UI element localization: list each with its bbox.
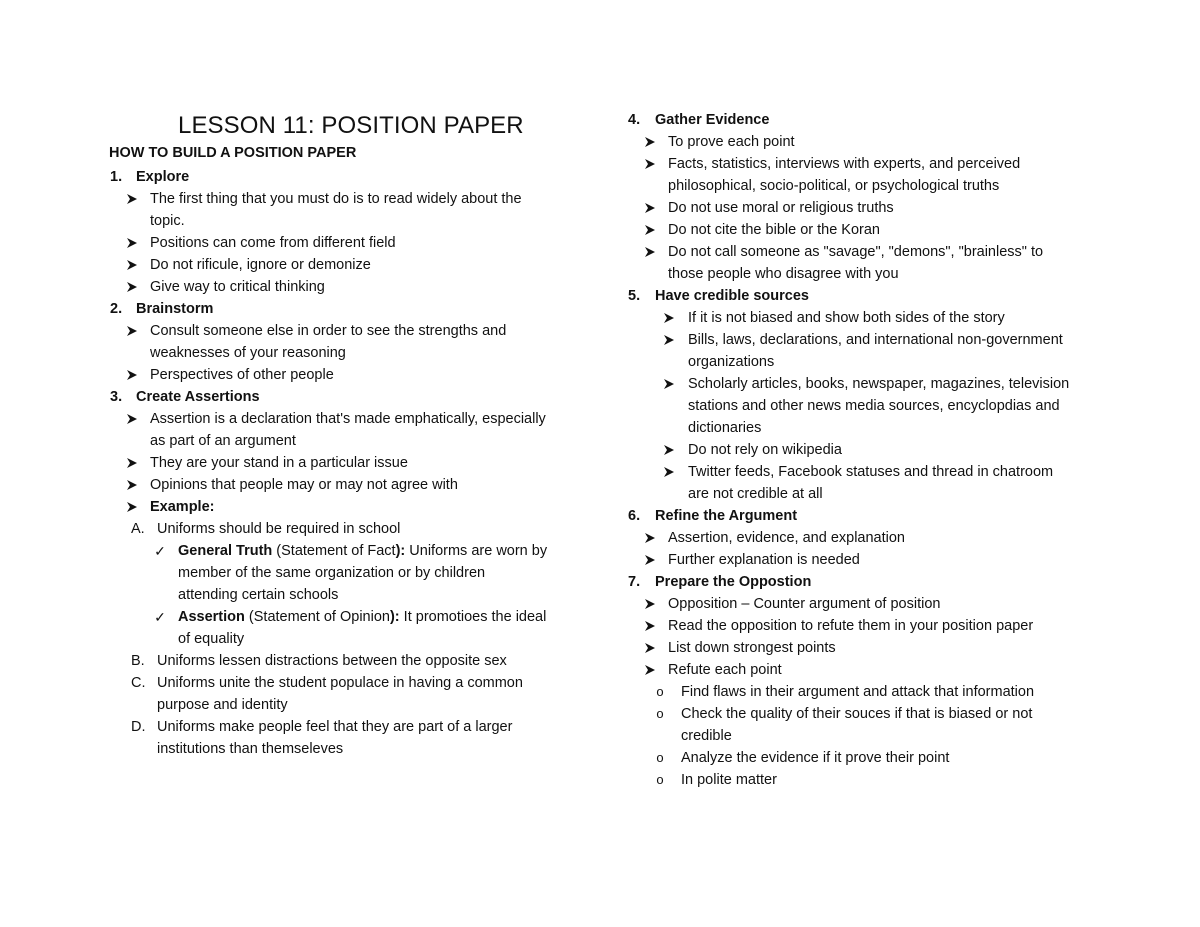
example-text: Uniforms unite the student populace in having a common xyxy=(157,675,523,691)
bullet-text: as part of an argument xyxy=(150,433,296,449)
section-number: 3. xyxy=(110,389,123,405)
page-subtitle: HOW TO BUILD A POSITION PAPER xyxy=(109,145,357,161)
section-number: 4. xyxy=(628,112,641,128)
arrowhead-bullet-icon xyxy=(126,320,142,337)
circle-bullet-icon: o xyxy=(656,706,664,721)
bullet-text: The first thing that you must do is to read widely about the xyxy=(150,191,522,207)
example-text: institutions than themseleves xyxy=(157,741,344,757)
arrowhead-bullet-icon xyxy=(663,439,679,456)
example-text: Uniforms make people feel that they are part of a larger xyxy=(157,719,513,735)
arrowhead-bullet-icon xyxy=(644,153,660,170)
example-text: purpose and identity xyxy=(157,697,288,713)
check-text: member of the same organization or by children xyxy=(178,565,486,581)
arrowhead-bullet-icon xyxy=(644,549,660,566)
bullet-text: If it is not biased and show both sides of the story xyxy=(688,310,1005,326)
arrowhead-bullet-icon xyxy=(126,364,142,381)
example-letter: C. xyxy=(131,675,146,691)
example-text: Uniforms lessen distractions between the opposite sex xyxy=(157,653,507,669)
arrowhead-bullet-icon xyxy=(663,329,679,346)
sub-bullet-text: In polite matter xyxy=(681,772,777,788)
section-heading: Prepare the Oppostion xyxy=(655,574,812,590)
example-letter: B. xyxy=(131,653,145,669)
bullet-text: Assertion, evidence, and explanation xyxy=(668,530,905,546)
arrowhead-bullet-icon xyxy=(644,593,660,610)
bullet-text: Positions can come from different field xyxy=(150,235,396,251)
bullet-text: To prove each point xyxy=(668,134,795,150)
bullet-text: Do not cite the bible or the Koran xyxy=(668,222,880,238)
bullet-text: stations and other news media sources, encyclopdias and xyxy=(688,398,1060,414)
check-text: of equality xyxy=(178,631,245,647)
arrowhead-bullet-icon xyxy=(644,637,660,654)
sub-bullet-text: Analyze the evidence if it prove their point xyxy=(681,750,950,766)
bullet-text: Bills, laws, declarations, and international non-government xyxy=(688,332,1063,348)
bullet-text: Facts, statistics, interviews with experts, and perceived xyxy=(668,156,1021,172)
bullet-text: List down strongest points xyxy=(668,640,836,656)
arrowhead-bullet-icon xyxy=(663,373,679,390)
example-letter: D. xyxy=(131,719,146,735)
bullet-text: Do not use moral or religious truths xyxy=(668,200,894,216)
bullet-text: Do not rely on wikipedia xyxy=(688,442,842,458)
bullet-text: those people who disagree with you xyxy=(668,266,899,282)
arrowhead-bullet-icon xyxy=(644,131,660,148)
section-heading: Have credible sources xyxy=(655,288,809,304)
page-title: LESSON 11: POSITION PAPER xyxy=(178,112,524,139)
bullet-text: They are your stand in a particular issue xyxy=(150,455,408,471)
check-item-first-line xyxy=(178,606,546,628)
arrowhead-bullet-icon xyxy=(644,197,660,214)
bullet-text: Assertion is a declaration that's made emphatically, especially xyxy=(150,411,546,427)
section-heading: Refine the Argument xyxy=(655,508,798,524)
checkmark-icon: ✓ xyxy=(154,609,166,625)
arrowhead-bullet-icon xyxy=(126,452,142,469)
check-text: attending certain schools xyxy=(178,587,339,603)
bullet-text: Perspectives of other people xyxy=(150,367,334,383)
section-number: 6. xyxy=(628,508,641,524)
check-label-qualifier: (Statement of Opinion xyxy=(244,609,390,625)
arrowhead-bullet-icon xyxy=(644,241,660,258)
bullet-text: Give way to critical thinking xyxy=(150,279,325,295)
bullet-text: Opinions that people may or may not agree with xyxy=(150,477,458,493)
example-letter: A. xyxy=(131,521,145,537)
circle-bullet-icon: o xyxy=(656,772,664,787)
bullet-text: Opposition – Counter argument of position xyxy=(668,596,941,612)
example-text: Uniforms should be required in school xyxy=(157,521,401,537)
section-heading: Create Assertions xyxy=(136,389,260,405)
arrowhead-bullet-icon xyxy=(126,232,142,249)
bullet-text: philosophical, socio-political, or psychological truths xyxy=(668,178,1000,194)
arrowhead-bullet-icon xyxy=(126,276,142,293)
bullet-text: Do not rificule, ignore or demonize xyxy=(150,257,371,273)
section-heading: Explore xyxy=(136,169,190,185)
bullet-text: Refute each point xyxy=(668,662,782,678)
bullet-text: Consult someone else in order to see the strengths and xyxy=(150,323,507,339)
bullet-text: Twitter feeds, Facebook statuses and thread in chatroom xyxy=(688,464,1054,480)
bullet-text: are not credible at all xyxy=(688,486,823,502)
arrowhead-bullet-icon xyxy=(644,615,660,632)
arrowhead-bullet-icon xyxy=(663,461,679,478)
arrowhead-bullet-icon xyxy=(663,307,679,324)
section-number: 7. xyxy=(628,574,641,590)
section-heading: Brainstorm xyxy=(136,301,214,317)
check-label: General Truth xyxy=(178,543,273,559)
bullet-text: topic. xyxy=(150,213,185,229)
bullet-text: weaknesses of your reasoning xyxy=(150,345,346,361)
arrowhead-bullet-icon xyxy=(644,527,660,544)
sub-bullet-text: credible xyxy=(681,728,732,744)
arrowhead-bullet-icon xyxy=(644,659,660,676)
bullet-text: dictionaries xyxy=(688,420,762,436)
section-number: 1. xyxy=(110,169,123,185)
bullet-text: Further explanation is needed xyxy=(668,552,860,568)
check-text: Uniforms are worn by xyxy=(405,543,548,559)
bullet-text: Read the opposition to refute them in your position paper xyxy=(668,618,1034,634)
bullet-text: Do not call someone as "savage", "demons", "brainless" to xyxy=(668,244,1044,260)
circle-bullet-icon: o xyxy=(656,750,664,765)
arrowhead-bullet-icon xyxy=(126,474,142,491)
check-label-colon: ): xyxy=(395,543,406,559)
check-label-qualifier: (Statement of Fact xyxy=(272,543,396,559)
arrowhead-bullet-icon xyxy=(126,188,142,205)
check-text: It promotioes the ideal xyxy=(399,609,547,625)
section-number: 2. xyxy=(110,301,123,317)
arrowhead-bullet-icon xyxy=(126,254,142,271)
circle-bullet-icon: o xyxy=(656,684,664,699)
checkmark-icon: ✓ xyxy=(154,543,166,559)
bullet-text: organizations xyxy=(688,354,775,370)
sub-bullet-text: Check the quality of their souces if that is biased or not xyxy=(681,706,1033,722)
check-label-colon: ): xyxy=(389,609,400,625)
sub-bullet-text: Find flaws in their argument and attack that information xyxy=(681,684,1035,700)
check-item-first-line xyxy=(178,540,547,562)
section-number: 5. xyxy=(628,288,641,304)
arrowhead-bullet-icon xyxy=(126,408,142,425)
arrowhead-bullet-icon xyxy=(644,219,660,236)
bullet-text: Example: xyxy=(150,499,215,515)
section-heading: Gather Evidence xyxy=(655,112,770,128)
arrowhead-bullet-icon xyxy=(126,496,142,513)
bullet-text: Scholarly articles, books, newspaper, magazines, television xyxy=(688,376,1070,392)
check-label: Assertion xyxy=(178,609,245,625)
